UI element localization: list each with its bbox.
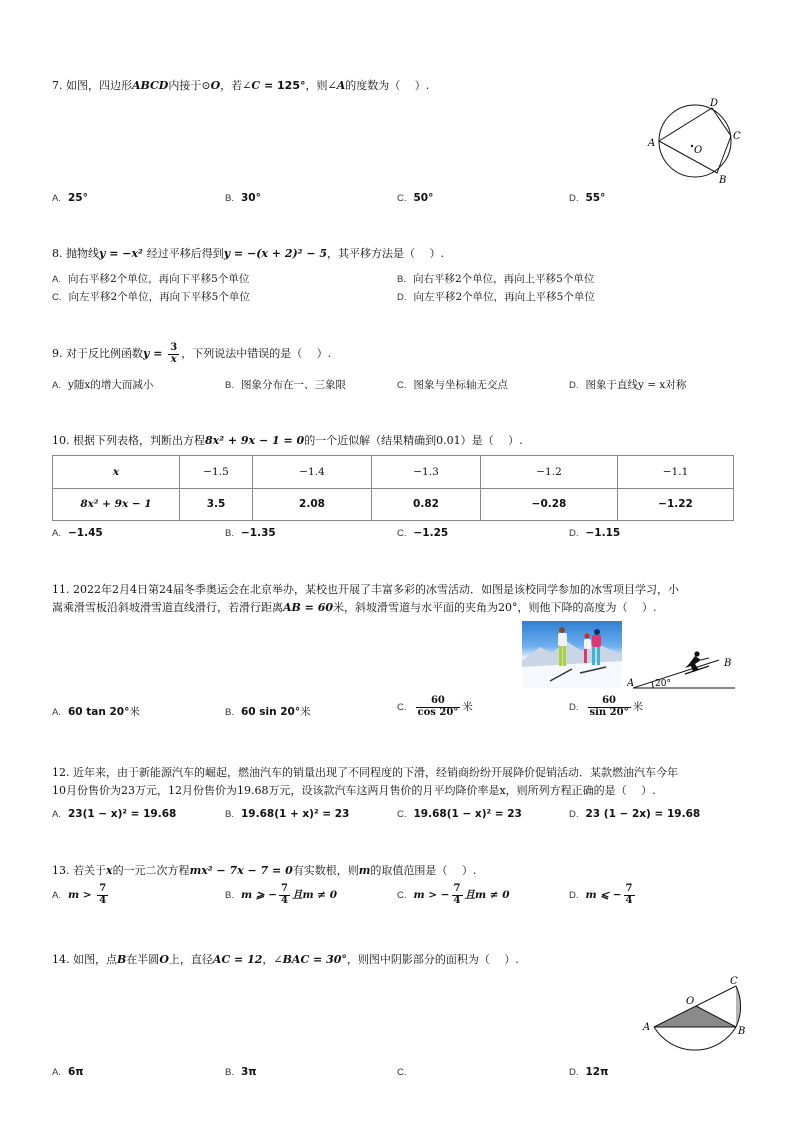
label-A: A xyxy=(643,1022,651,1033)
q10-option-b[interactable]: B. −1.35 xyxy=(225,527,276,539)
question-11-stem-line2: 嵩乘滑雪板沿斜坡滑雪道直线滑行，若滑行距离AB = 60米，斜坡滑雪道与水平面的夹角为20°，则他下降的高度为（ ）. xyxy=(52,601,657,614)
label-A: A xyxy=(627,678,635,689)
label-C: C xyxy=(730,976,738,987)
q9-option-c[interactable]: C. 图象与坐标轴无交点 xyxy=(397,379,508,391)
q13-option-a[interactable]: A. m > $\frac{7}{4}$ xyxy=(52,883,107,906)
skiing-photo xyxy=(522,621,622,688)
q9-fraction: $\frac{3}{x}$ xyxy=(170,342,178,365)
q11-option-d[interactable]: D. $\frac{60}{\sin 20^\circ}$ 米 xyxy=(569,695,644,718)
table-cell: −1.2 xyxy=(481,456,618,489)
q10-value-table xyxy=(52,455,734,521)
q7-option-c[interactable]: C. 50° xyxy=(397,192,434,204)
label-B: B xyxy=(724,658,732,669)
q12-option-d[interactable]: D. 23 (1 − 2x) = 19.68 xyxy=(569,808,701,820)
q7-option-d[interactable]: D. 55° xyxy=(569,192,606,204)
q8-option-a[interactable]: A. 向右平移2个单位，再向下平移5个单位 xyxy=(52,273,250,285)
table-cell: −1.3 xyxy=(372,456,481,489)
table-cell: −1.4 xyxy=(253,456,372,489)
angle-label: 20° xyxy=(655,679,671,689)
table-cell: −1.22 xyxy=(618,488,734,521)
label-B: B xyxy=(719,175,727,186)
q7-circle-figure xyxy=(645,96,745,186)
q14-option-d[interactable]: D. 12π xyxy=(569,1066,609,1078)
q9-option-d[interactable]: D. 图象于直线y = x对称 xyxy=(569,379,687,391)
label-D: D xyxy=(710,98,719,109)
label-O: O xyxy=(686,996,695,1007)
q12-option-a[interactable]: A. 23(1 − x)² = 19.68 xyxy=(52,808,177,820)
question-8-stem: 8. 抛物线y = −x² 经过平移后得到y = −(x + 2)² − 5，其平移方法是（ ）. xyxy=(52,247,445,260)
question-11-stem-line1: 11. 2022年2月4日第24届冬季奥运会在北京举办，某校也开展了丰富多彩的冰雪活动．如图是该校同学参加的冰雪项目学习，小 xyxy=(52,583,679,596)
q9-option-a[interactable]: A. y随x的增大而减小 xyxy=(52,379,154,391)
label-O: O xyxy=(694,145,703,156)
label-B: B xyxy=(738,1026,746,1037)
q8-option-d[interactable]: D. 向左平移2个单位，再向上平移5个单位 xyxy=(397,291,595,303)
q7-option-b[interactable]: B. 30° xyxy=(225,192,261,204)
q10-option-a[interactable]: A. −1.45 xyxy=(52,527,103,539)
question-13-stem: 13. 若关于x的一元二次方程mx² − 7x − 7 = 0有实数根，则m的取值范围是（ ）. xyxy=(52,864,477,877)
table-header-fx: 8x² + 9x − 1 xyxy=(53,488,180,521)
q14-semicircle-figure xyxy=(640,972,752,1060)
table-header-x: x xyxy=(53,456,180,489)
q13-option-b[interactable]: B. m ⩾ − $\frac{7}{4}$ 且m ≠ 0 xyxy=(225,883,338,906)
q12-option-b[interactable]: B. 19.68(1 + x)² = 23 xyxy=(225,808,350,820)
question-12-stem-line2: 10月份售价为23万元，12月份售价为19.68万元，设该款汽车这两月售价的月平均降价率是x，则所列方程正确的是（ ）. xyxy=(52,784,656,797)
question-10-stem: 10. 根据下列表格，判断出方程8x² + 9x − 1 = 0的一个近似解（结果精确到0.01）是（ ）. xyxy=(52,434,523,447)
q8-option-c[interactable]: C. 向左平移2个单位，再向下平移5个单位 xyxy=(52,291,250,303)
q14-option-a[interactable]: A. 6π xyxy=(52,1066,84,1078)
q11-option-b[interactable]: B. 60 sin 20°米 xyxy=(225,706,311,718)
q11-slope-figure xyxy=(627,650,739,692)
label-A: A xyxy=(648,138,656,149)
table-cell: −0.28 xyxy=(481,488,618,521)
q10-option-c[interactable]: C. −1.25 xyxy=(397,527,449,539)
q13-option-c[interactable]: C. m > − $\frac{7}{4}$ 且m ≠ 0 xyxy=(397,883,510,906)
q9-option-b[interactable]: B. 图象分布在一、三象限 xyxy=(225,379,346,391)
q11-option-a[interactable]: A. 60 tan 20°米 xyxy=(52,706,140,718)
table-cell: 0.82 xyxy=(372,488,481,521)
q11-option-c[interactable]: C. $\frac{60}{\cos 20^\circ}$ 米 xyxy=(397,695,473,718)
q10-option-d[interactable]: D. −1.15 xyxy=(569,527,621,539)
label-C: C xyxy=(733,131,741,142)
q14-option-c[interactable]: C. xyxy=(397,1067,407,1078)
table-row xyxy=(53,488,734,521)
q12-option-c[interactable]: C. 19.68(1 − x)² = 23 xyxy=(397,808,522,820)
skier-icon xyxy=(685,651,709,674)
question-14-stem: 14. 如图，点B在半圆O上，直径AC = 12，∠BAC = 30°，则图中阴影部分的面积为（ ）. xyxy=(52,953,519,966)
question-12-stem-line1: 12. 近年来，由于新能源汽车的崛起，燃油汽车的销量出现了不同程度的下滑，经销商纷纷开展降价促销活动．某款燃油汽车今年 xyxy=(52,766,678,779)
q8-option-b[interactable]: B. 向右平移2个单位，再向上平移5个单位 xyxy=(397,273,595,285)
table-cell: −1.1 xyxy=(618,456,734,489)
question-9-stem: 9. 对于反比例函数y = $\frac{3}{x}$ ，下列说法中错误的是（ ）. xyxy=(52,342,332,365)
question-7-stem: 7. 如图，四边形ABCD内接于⊙O，若∠C = 125°，则∠A的度数为（ ）. xyxy=(52,79,430,92)
table-row xyxy=(53,456,734,489)
q13-option-d[interactable]: D. m ⩽ − $\frac{7}{4}$ xyxy=(569,883,633,906)
table-cell: 2.08 xyxy=(253,488,372,521)
table-cell: 3.5 xyxy=(180,488,253,521)
table-cell: −1.5 xyxy=(180,456,253,489)
q7-option-a[interactable]: A. 25° xyxy=(52,192,88,204)
q14-option-b[interactable]: B. 3π xyxy=(225,1066,257,1078)
